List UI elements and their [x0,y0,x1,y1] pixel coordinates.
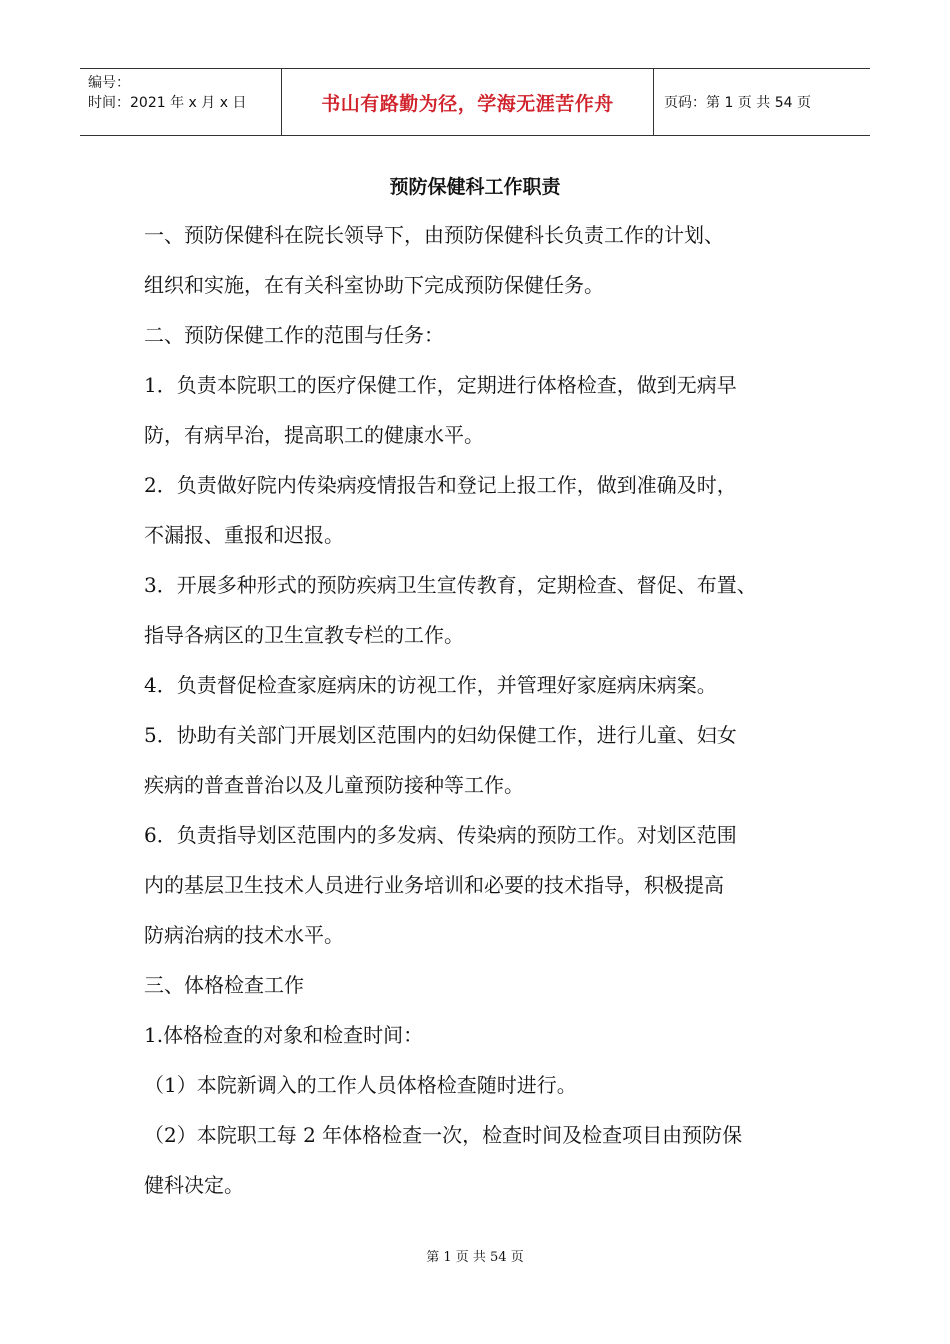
body-line: 指导各病区的卫生宣教专栏的工作。 [144,623,464,647]
body-line: 不漏报、重报和迟报。 [144,523,344,547]
body-line: 内的基层卫生技术人员进行业务培训和必要的技术指导，积极提高 [144,873,724,897]
body-line: 3．开展多种形式的预防疾病卫生宣传教育，定期检查、督促、布置、 [144,573,757,597]
body-line: 组织和实施，在有关科室协助下完成预防保健任务。 [144,273,604,297]
document-title: 预防保健科工作职责 [389,176,561,198]
body-line: 1.体格检查的对象和检查时间： [144,1023,424,1047]
header-left-cell [80,69,282,135]
code-label: 编号： [88,75,130,91]
body-line: 1．负责本院职工的医疗保健工作，定期进行体格检查，做到无病早 [144,373,737,397]
body-line: （2）本院职工每 2 年体格检查一次，检查时间及检查项目由预防保 [144,1123,743,1147]
body-line: 防病治病的技术水平。 [144,923,344,947]
header-page-info: 页码：第 1 页 共 54 页 [664,95,811,111]
body-line: 5．协助有关部门开展划区范围内的妇幼保健工作，进行儿童、妇女 [144,723,737,747]
body-line: 二、预防保健工作的范围与任务： [144,323,444,347]
body-line: 防，有病早治，提高职工的健康水平。 [144,423,484,447]
body-line: （1）本院新调入的工作人员体格检查随时进行。 [144,1073,577,1097]
body-line: 2．负责做好院内传染病疫情报告和登记上报工作，做到准确及时， [144,473,737,497]
body-line: 三、体格检查工作 [144,973,304,997]
document-body [144,210,834,1210]
body-line: 疾病的普查普治以及儿童预防接种等工作。 [144,773,524,797]
body-line: 一、预防保健科在院长领导下，由预防保健科长负责工作的计划、 [144,223,724,247]
header-table [80,68,870,136]
page-footer: 第 1 页 共 54 页 [426,1250,524,1265]
header-motto: 书山有路勤为径，学海无涯苦作舟 [282,69,654,135]
body-line: 4．负责督促检查家庭病床的访视工作，并管理好家庭病床病案。 [144,673,717,697]
date-label: 时间：2021 年 x 月 x 日 [88,95,247,111]
body-line: 健科决定。 [144,1173,244,1197]
body-line: 6．负责指导划区范围内的多发病、传染病的预防工作。对划区范围 [144,823,737,847]
